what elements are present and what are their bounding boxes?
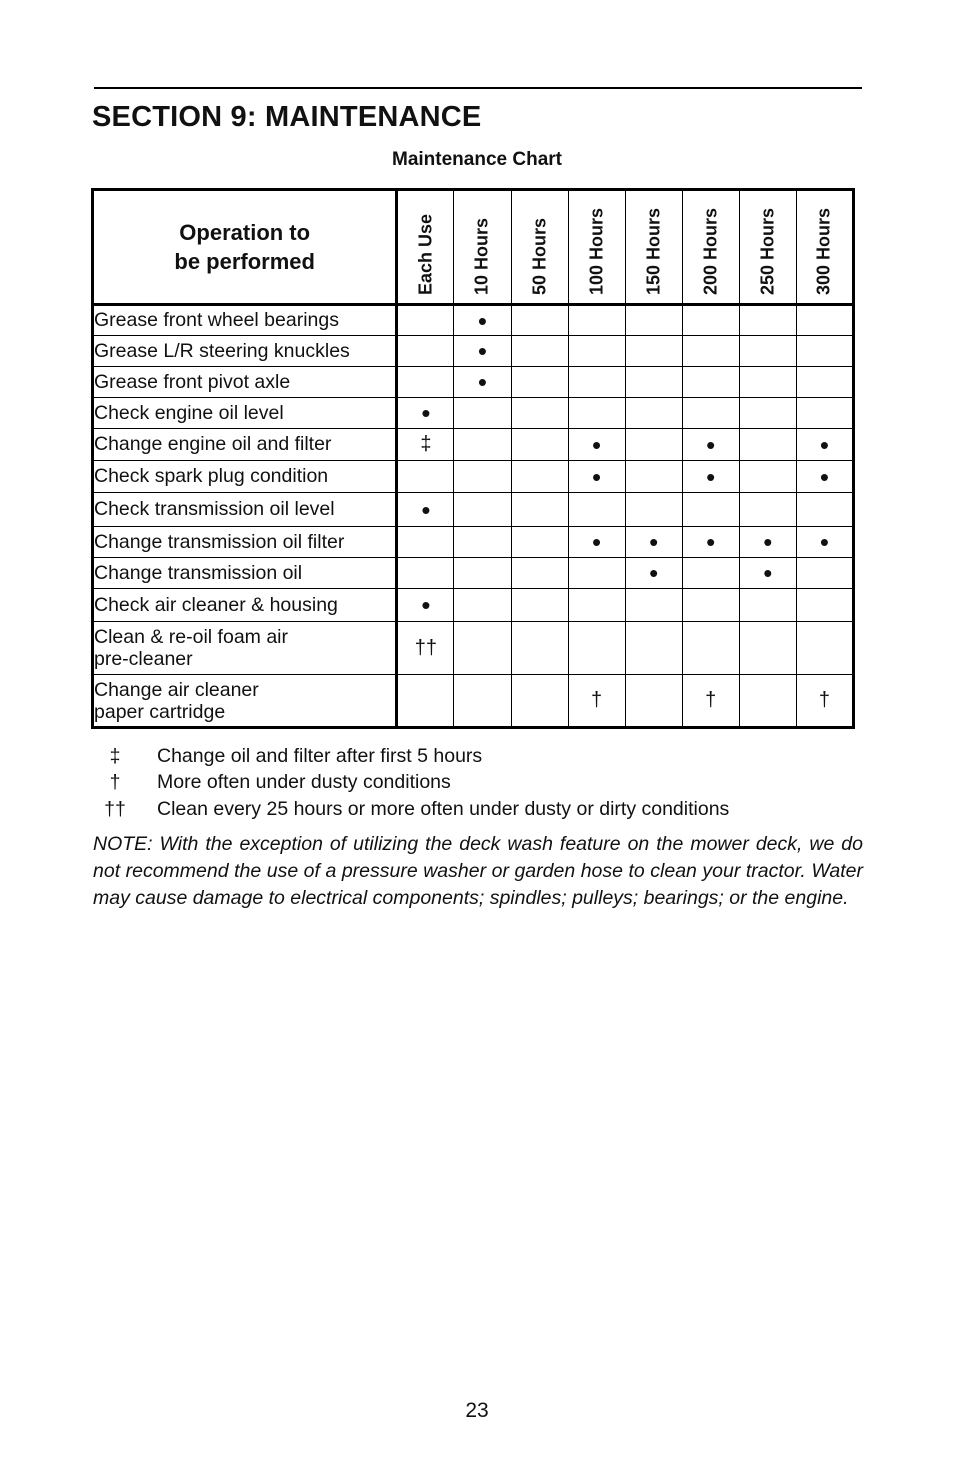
- operation-cell: [93, 675, 397, 728]
- interval-mark-cell: [739, 429, 796, 461]
- interval-mark-cell: [739, 367, 796, 398]
- interval-mark-cell: ††: [397, 622, 454, 675]
- interval-mark-cell: [739, 589, 796, 622]
- table-row: [93, 558, 854, 589]
- table-header-row: [93, 190, 854, 305]
- interval-mark-cell: [739, 336, 796, 367]
- table-row: [93, 367, 854, 398]
- interval-mark-cell: [568, 398, 625, 429]
- operation-cell: Check spark plug condition: [93, 461, 397, 493]
- table-row: [93, 493, 854, 527]
- legend-item: [92, 743, 729, 770]
- interval-mark-cell: [511, 398, 568, 429]
- interval-mark-cell: [454, 589, 511, 622]
- interval-mark-cell: [397, 305, 454, 336]
- interval-label: 200 Hours: [700, 207, 721, 295]
- operation-cell: Check engine oil level: [93, 398, 397, 429]
- operation-cell: Change transmission oil filter: [93, 527, 397, 558]
- interval-mark-cell: †: [682, 675, 739, 728]
- operation-cell: Check air cleaner & housing: [93, 589, 397, 622]
- table-row: [93, 527, 854, 558]
- interval-label: 250 Hours: [757, 207, 778, 295]
- legend-symbol: ‡: [109, 744, 121, 767]
- interval-mark-cell: [625, 305, 682, 336]
- operation-cell: Change engine oil and filter: [93, 429, 397, 461]
- interval-header-100-hours: [568, 190, 625, 305]
- table-row: [93, 675, 854, 728]
- page-number: 23: [465, 1399, 489, 1422]
- interval-mark-cell: •: [397, 493, 454, 527]
- operation-header-line2: be performed: [174, 249, 315, 274]
- interval-mark-cell: [454, 622, 511, 675]
- operation-cell: [93, 622, 397, 675]
- legend-symbol: ††: [104, 797, 126, 820]
- interval-mark-cell: [625, 493, 682, 527]
- interval-mark-cell: [454, 527, 511, 558]
- interval-mark-cell: [796, 558, 853, 589]
- interval-mark-cell: [511, 367, 568, 398]
- interval-mark-cell: [625, 367, 682, 398]
- interval-mark-cell: [682, 336, 739, 367]
- table-row: [93, 461, 854, 493]
- interval-mark-cell: [511, 589, 568, 622]
- legend-text: Clean every 25 hours or more often under dusty or dirty conditions: [157, 797, 730, 820]
- interval-mark-cell: [454, 493, 511, 527]
- top-rule: [94, 87, 862, 89]
- interval-mark-cell: •: [454, 367, 511, 398]
- interval-mark-cell: [682, 589, 739, 622]
- interval-mark-cell: [625, 622, 682, 675]
- interval-mark-cell: [796, 367, 853, 398]
- interval-header-10-hours: [454, 190, 511, 305]
- operation-header-line1: Operation to: [179, 220, 311, 245]
- interval-mark-cell: ‡: [397, 429, 454, 461]
- interval-mark-cell: [511, 558, 568, 589]
- interval-label: 300 Hours: [813, 207, 834, 295]
- interval-mark-cell: [397, 558, 454, 589]
- interval-mark-cell: •: [568, 461, 625, 493]
- interval-header-each-use: [397, 190, 454, 305]
- operation-cell: Grease L/R steering knuckles: [93, 336, 397, 367]
- interval-mark-cell: [796, 398, 853, 429]
- interval-mark-cell: [682, 558, 739, 589]
- interval-mark-cell: •: [454, 305, 511, 336]
- interval-mark-cell: [511, 527, 568, 558]
- operation-line2: pre-cleaner: [94, 648, 193, 670]
- interval-mark-cell: •: [397, 398, 454, 429]
- interval-mark-cell: [454, 398, 511, 429]
- interval-mark-cell: •: [796, 527, 853, 558]
- interval-mark-cell: [511, 493, 568, 527]
- interval-label: Each Use: [415, 213, 436, 295]
- table-row: [93, 398, 854, 429]
- interval-label: 10 Hours: [471, 217, 492, 295]
- interval-mark-cell: [511, 429, 568, 461]
- interval-mark-cell: [454, 429, 511, 461]
- interval-mark-cell: [625, 589, 682, 622]
- interval-mark-cell: [739, 493, 796, 527]
- interval-header-150-hours: [625, 190, 682, 305]
- interval-mark-cell: †: [568, 675, 625, 728]
- interval-mark-cell: •: [625, 558, 682, 589]
- table-row: [93, 305, 854, 336]
- chart-title: Maintenance Chart: [392, 149, 562, 170]
- interval-mark-cell: [625, 675, 682, 728]
- legend-symbol: †: [109, 771, 121, 794]
- legend: [92, 743, 729, 823]
- interval-mark-cell: [397, 527, 454, 558]
- table-body: [93, 305, 854, 728]
- interval-mark-cell: [397, 461, 454, 493]
- interval-mark-cell: [454, 461, 511, 493]
- interval-mark-cell: [796, 305, 853, 336]
- interval-label: 50 Hours: [529, 217, 550, 295]
- interval-mark-cell: [511, 336, 568, 367]
- table-row: [93, 589, 854, 622]
- interval-mark-cell: [568, 305, 625, 336]
- interval-mark-cell: [682, 493, 739, 527]
- interval-mark-cell: [796, 336, 853, 367]
- operation-cell: Grease front pivot axle: [93, 367, 397, 398]
- operation-line1: Clean & re-oil foam air: [94, 626, 288, 648]
- interval-mark-cell: [682, 305, 739, 336]
- table-row: [93, 336, 854, 367]
- interval-mark-cell: [739, 675, 796, 728]
- interval-mark-cell: •: [568, 429, 625, 461]
- legend-item: [92, 796, 729, 823]
- interval-mark-cell: [682, 622, 739, 675]
- interval-label: 100 Hours: [586, 207, 607, 295]
- operation-line1: Change air cleaner: [94, 678, 259, 701]
- interval-mark-cell: [454, 675, 511, 728]
- interval-mark-cell: [682, 398, 739, 429]
- interval-mark-cell: [568, 336, 625, 367]
- operation-cell: Grease front wheel bearings: [93, 305, 397, 336]
- interval-mark-cell: [397, 336, 454, 367]
- interval-mark-cell: [511, 675, 568, 728]
- interval-mark-cell: [511, 305, 568, 336]
- interval-mark-cell: [397, 675, 454, 728]
- interval-mark-cell: •: [454, 336, 511, 367]
- operation-cell: Check transmission oil level: [93, 493, 397, 527]
- interval-mark-cell: •: [568, 527, 625, 558]
- interval-mark-cell: [796, 589, 853, 622]
- interval-label: 150 Hours: [643, 207, 664, 295]
- interval-mark-cell: [682, 367, 739, 398]
- interval-mark-cell: [511, 461, 568, 493]
- interval-mark-cell: •: [682, 527, 739, 558]
- note-paragraph: NOTE: With the exception of utilizing the deck wash feature on the mower deck, we do not recommend the use of a pressure washer or garden hose to clean your tractor. Water may cause damage to electrical components; spindles; pulleys; bearings; or the engine.: [93, 833, 863, 909]
- operation-column-header: [93, 190, 397, 305]
- interval-mark-cell: [625, 398, 682, 429]
- interval-mark-cell: [739, 398, 796, 429]
- interval-mark-cell: [796, 493, 853, 527]
- interval-mark-cell: [625, 461, 682, 493]
- interval-header-50-hours: [511, 190, 568, 305]
- interval-header-300-hours: [796, 190, 853, 305]
- interval-mark-cell: •: [682, 461, 739, 493]
- maintenance-chart-table: [91, 188, 855, 729]
- interval-mark-cell: [625, 336, 682, 367]
- interval-header-250-hours: [739, 190, 796, 305]
- interval-mark-cell: •: [397, 589, 454, 622]
- interval-mark-cell: [454, 558, 511, 589]
- legend-text: More often under dusty conditions: [157, 771, 451, 794]
- interval-mark-cell: [568, 558, 625, 589]
- legend-item: [92, 770, 729, 797]
- interval-mark-cell: •: [625, 527, 682, 558]
- interval-mark-cell: [796, 622, 853, 675]
- interval-mark-cell: [739, 461, 796, 493]
- legend-text: Change oil and filter after first 5 hours: [157, 744, 483, 767]
- interval-mark-cell: [568, 367, 625, 398]
- interval-mark-cell: [568, 493, 625, 527]
- interval-mark-cell: †: [796, 675, 853, 728]
- operation-cell: Change transmission oil: [93, 558, 397, 589]
- interval-mark-cell: [739, 305, 796, 336]
- operation-line2: paper cartridge: [94, 700, 226, 723]
- interval-mark-cell: [511, 622, 568, 675]
- interval-mark-cell: •: [796, 461, 853, 493]
- interval-mark-cell: •: [682, 429, 739, 461]
- interval-mark-cell: [568, 589, 625, 622]
- table-row: [93, 429, 854, 461]
- interval-mark-cell: [625, 429, 682, 461]
- interval-mark-cell: •: [739, 558, 796, 589]
- section-title: SECTION 9: MAINTENANCE: [92, 101, 482, 133]
- interval-header-200-hours: [682, 190, 739, 305]
- interval-mark-cell: •: [796, 429, 853, 461]
- interval-mark-cell: [568, 622, 625, 675]
- table-row: [93, 622, 854, 675]
- interval-mark-cell: •: [739, 527, 796, 558]
- interval-mark-cell: [739, 622, 796, 675]
- interval-mark-cell: [397, 367, 454, 398]
